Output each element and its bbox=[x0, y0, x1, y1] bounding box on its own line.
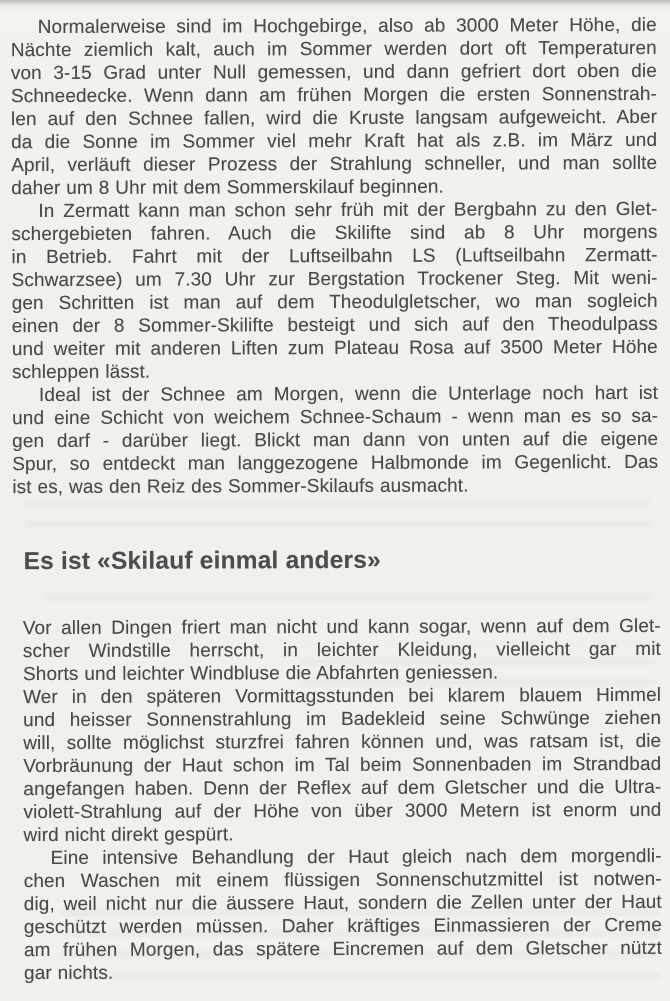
text-line: Nächte ziemlich kalt, auch im Sommer werden dort oft Temperaturen bbox=[10, 37, 657, 62]
text-line: schergebieten fahren. Auch die Skilifte sind ab 8 Uhr morgens bbox=[11, 221, 658, 246]
text-line: will, sollte möglichst sturzfrei fahren können und, was ratsam ist, die bbox=[23, 730, 662, 755]
text-line: Wer in den späteren Vormittagsstunden bei klarem blauem Himmel bbox=[23, 684, 662, 709]
text-line: Normalerweise sind im Hochgebirge, also ab 3000 Meter Höhe, die bbox=[37, 14, 657, 39]
text-line: von 3-15 Grad unter Null gemessen, und dann gefriert dort oben die bbox=[10, 60, 657, 85]
text-line: April, verläuft dieser Prozess der Strahlung schneller, und man sollte bbox=[11, 152, 658, 177]
text-line: Spur, so entdeckt man langgezogene Halbmonde im Gegenlicht. Das bbox=[12, 451, 659, 476]
section-heading: Es ist «Skilauf einmal anders» bbox=[23, 546, 381, 576]
text-line: dig, weil nicht nur die äussere Haut, sondern die Zellen unter der Haut bbox=[23, 891, 662, 916]
text-line: schleppen lässt. bbox=[11, 361, 151, 384]
text-line: gen darf - darüber liegt. Blickt man dann von unten auf die eigene bbox=[12, 428, 659, 453]
body-text-lower bbox=[1, 615, 670, 985]
text-line: am frühen Morgen, das spätere Eincremen auf dem Gletscher nützt bbox=[23, 937, 662, 962]
paragraph bbox=[23, 684, 662, 847]
text-line: wird nicht direkt gespürt. bbox=[23, 824, 234, 847]
text-line: In Zermatt kann man schon sehr früh mit der Bergbahn zu den Glet- bbox=[38, 198, 658, 223]
text-line: und weiter mit anderen Liften zum Plateau Rosa auf 3500 Meter Höhe bbox=[11, 336, 658, 361]
paragraph bbox=[11, 14, 658, 200]
text-line: gen Schritten ist man auf dem Theodulgletscher, wo man sogleich bbox=[11, 290, 658, 315]
text-line: Schneedecke. Wenn dann am frühen Morgen die ersten Sonnenstrah- bbox=[10, 83, 657, 108]
text-line: scher Windstille herrscht, in leichter Kleidung, vielleicht gar mit bbox=[22, 638, 661, 663]
text-line: Vorbräunung der Haut schon im Tal beim Sonnenbaden im Strandbad bbox=[23, 753, 662, 778]
text-line: in Betrieb. Fahrt mit der Luftseilbahn LS (Luftseilbahn Zermatt- bbox=[11, 244, 658, 269]
text-line: angefangen haben. Denn der Reflex auf dem Gletscher und die Ultra- bbox=[23, 776, 662, 801]
paragraph bbox=[11, 198, 658, 384]
text-line: chen Waschen mit einem flüssigen Sonnenschutzmittel ist notwen- bbox=[23, 868, 662, 893]
body-text-upper bbox=[0, 0, 670, 499]
text-line: Eine intensive Behandlung der Haut gleich nach dem morgendli- bbox=[50, 845, 662, 869]
paragraph bbox=[23, 615, 661, 686]
text-line: und eine Schicht von weichem Schnee-Schaum - wenn man es so sa- bbox=[12, 405, 659, 430]
paragraph bbox=[24, 845, 662, 985]
text-line: und heisser Sonnenstrahlung im Badekleid seine Schwünge ziehen bbox=[23, 707, 662, 732]
text-line: Shorts und leichter Windbluse die Abfahrten geniessen. bbox=[22, 662, 499, 686]
text-line: daher um 8 Uhr mit dem Sommerskilauf beginnen. bbox=[11, 176, 444, 200]
text-line: da die Sonne im Sommer viel mehr Kraft hat als z.B. im März und bbox=[11, 129, 658, 154]
text-line: Vor allen Dingen friert man nicht und kann sogar, wenn auf dem Glet- bbox=[22, 615, 661, 640]
paragraph bbox=[12, 382, 658, 499]
text-line: geschützt werden müssen. Daher kräftiges Einmassieren der Creme bbox=[23, 914, 662, 939]
text-line: Schwarzsee) um 7.30 Uhr zur Bergstation Trockener Steg. Mit weni- bbox=[11, 267, 658, 292]
text-line: Ideal ist der Schnee am Morgen, wenn die Unterlage noch hart ist bbox=[38, 382, 659, 407]
text-line: gar nichts. bbox=[23, 962, 114, 985]
text-line: len auf den Schnee fallen, wird die Kruste langsam aufgeweicht. Aber bbox=[11, 106, 658, 131]
text-line: ist es, was den Reiz des Sommer-Skilaufs ausmacht. bbox=[12, 475, 469, 499]
text-line: violett-Strahlung auf der Höhe von über 3000 Metern ist enorm und bbox=[23, 799, 662, 824]
text-line: einen der 8 Sommer-Skilifte besteigt und sich auf den Theodulpass bbox=[11, 313, 658, 338]
